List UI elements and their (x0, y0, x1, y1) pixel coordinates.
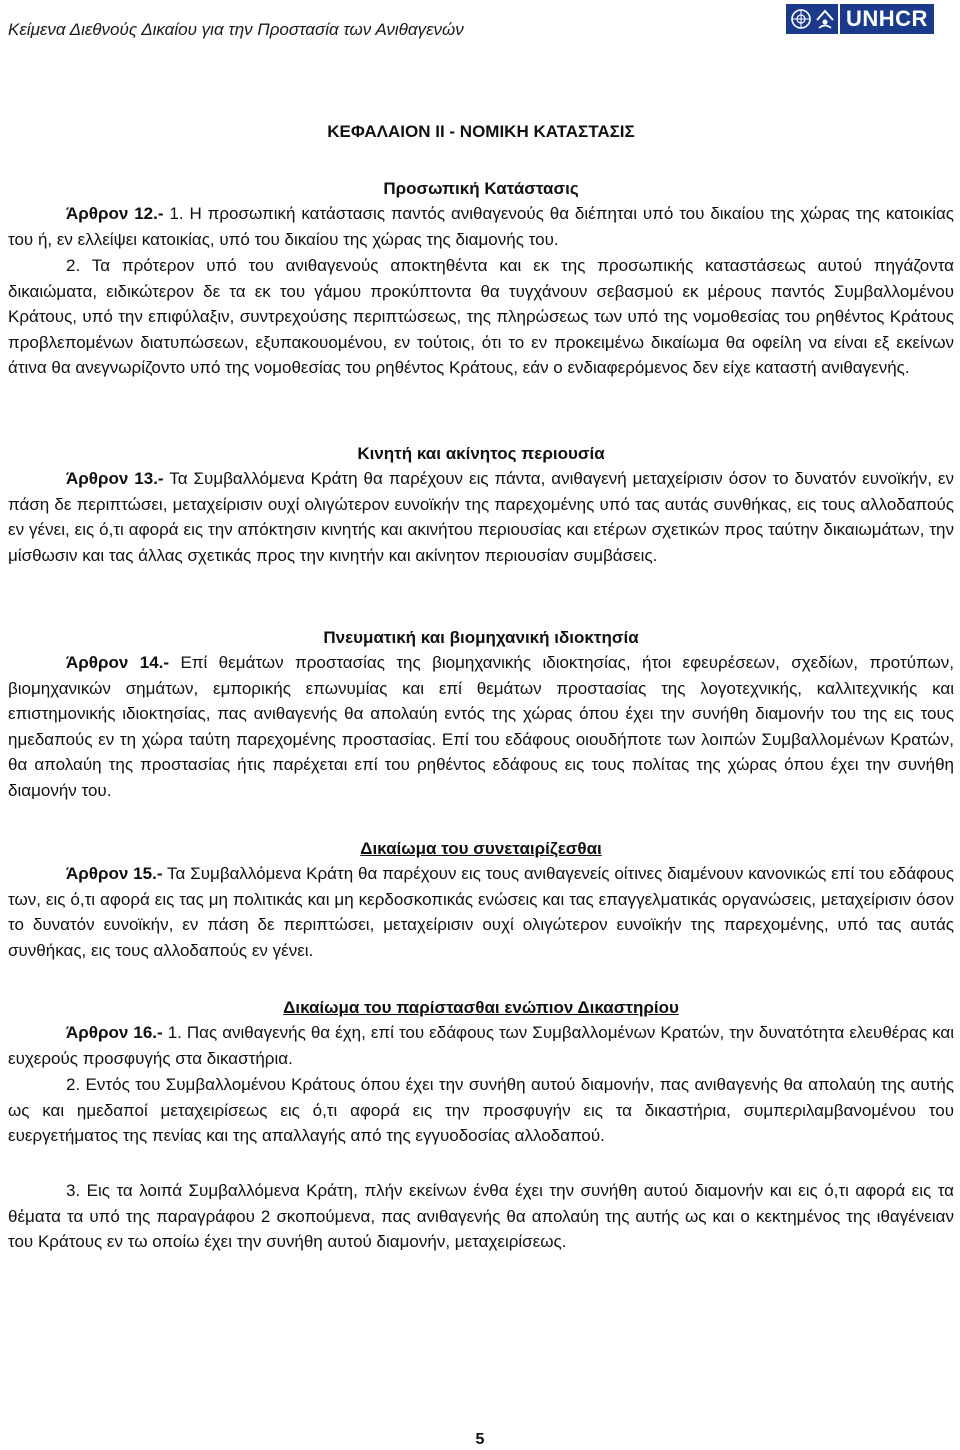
article-12-paragraph-2: 2. Τα πρότερον υπό του ανιθαγενούς αποκτηθέντα και εκ της προσωπικής καταστάσεως αυτού πηγάζοντα δικαιώματα, ειδικώτερον δε τα εκ του γάμου προκύπτοντα θα τυγχάνουν σεβασμού εκ μέρους παντός Συμβαλλομένου Κράτους, υπό την επιφύλαξιν, συντρεχούσης περιπτώσεως, της πληρώσεως των υπό της νομοθεσίας του ρηθέντος Κράτους προβλεπομένων διατυπώσεων, εξυπακουομένου, εν τούτοις, ότι το εν προκειμένω δικαίωμα θα οφείλη να είναι εξ εκείνων άτινα θα ανεγνωρίζοντο υπό της νομοθεσίας του ρηθέντος Κράτους, εάν ο ενδιαφερόμενος δεν είχε καταστή ανιθαγενής. (8, 256, 954, 377)
paragraph-text: Επί θεμάτων προστασίας της βιομηχανικής ιδιοκτησίας, ήτοι εφευρέσεων, σχεδίων, προτύπων, βιομηχανικών σημάτων, εμπορικής επωνυμίας και επί θεμάτων προστασίας της λογοτεχνικής, καλλιτεχνικής και επιστημονικής ιδιοκτησίας, πας ανιθαγενής θα απολαύη εντός της χώρας όπου έχει την συνήθη διαμονήν του της εις τους ημεδαπούς εν τη χώρα ταύτη παρεχομένης προστασίας. Επί του εδάφους οιουδήποτε των λοιπών Συμβαλλομένων Κρατών, θα απολαύη της προστασίας ήτις παρέχεται επί του ρηθέντος εδάφους εις τους πολίτας της χώρας όπου έχει την συνήθη διαμονήν του. (8, 653, 954, 800)
paragraph-text: Τα Συμβαλλόμενα Κράτη θα παρέχουν εις πάντα, ανιθαγενή μεταχείρισιν όσον το δυνατόν ευνοϊκήν, εν πάση δε περιπτώσει, μεταχείρισιν ουχί ολιγώτερον ευνοϊκήν της παρεχομένης υπό τας αυτάς συνθήκας, εις τους αλλοδαπούς εν γένει, εις ό,τι αφορά εις την απόκτησιν κινητής και ακινήτου περιουσίας και ετέρων σχετικών προς ταύτην δικαιωμάτων, την μίσθωσιν και τας άλλας σχετικάς προς την κινητήν και ακίνητον περιουσίαν συμβάσεις. (8, 469, 954, 565)
article-16-paragraph-3: 3. Εις τα λοιπά Συμβαλλόμενα Κράτη, πλήν εκείνων ένθα έχει την συνήθη αυτού διαμονήν και εις ό,τι αφορά εις τα θέματα τα υπό της παραγράφου 2 σκοπούμενα, πας ανιθαγενής θα απολαύη της αυτής ως και ο κεκτημένος της ιθαγένειαν του Κράτους εν τω οποίω έχει την συνήθη αυτού διαμονήν, μεταχειρίσεως. (8, 1181, 954, 1251)
unhcr-shelter-icon (815, 8, 835, 30)
article-14-paragraph (8, 650, 954, 803)
article-16-paragraph-1 (8, 1020, 954, 1071)
un-emblem-icon (786, 4, 838, 34)
article-label: Άρθρον 14.- (66, 653, 170, 672)
article-16-paragraph-2: 2. Εντός του Συμβαλλομένου Κράτους όπου έχει την συνήθη αυτού διαμονήν, πας ανιθαγενής θα απολαύη της αυτής ως και ημεδαποί μεταχειρίσεως εις ό,τι αφορά εις την προσφυγήν εις τα δικαστήρια, συμπεριλαμβανομένου του ευεργετήματος της πενίας και της απαλλαγής από της εγγυοδοσίας αλλοδαπού. (8, 1075, 954, 1145)
section-title: Κινητή και ακίνητος περιουσία (357, 444, 605, 463)
article-label: Άρθρον 12.- (66, 204, 164, 223)
article-label: Άρθρον 16.- (66, 1023, 163, 1042)
paragraph-text: 1. Η προσωπική κατάστασις παντός ανιθαγενούς θα διέπηται υπό του δικαίου της χώρας της κατοικίας του ή, εν ελλείψει κατοικίας, υπό του δικαίου της χώρας της διαμονής του. (8, 204, 954, 249)
chapter-title: ΚΕΦΑΛΑΙΟΝ II - ΝΟΜΙΚΗ ΚΑΤΑΣΤΑΣΙΣ (327, 122, 635, 141)
section-title: Δικαίωμα του παρίστασθαι ενώπιον Δικαστηρίου (283, 998, 679, 1017)
section-title: Προσωπική Κατάστασις (383, 179, 579, 198)
article-15-paragraph (8, 861, 954, 963)
header-title: Κείμενα Διεθνούς Δικαίου για την Προστασία των Ανιθαγενών (8, 20, 464, 39)
unhcr-logo (786, 4, 954, 34)
article-12-paragraph-1 (8, 201, 954, 252)
section-title: Πνευματική και βιομηχανική ιδιοκτησία (323, 628, 639, 647)
page-header (0, 0, 960, 48)
unhcr-wordmark: UNHCR (840, 4, 934, 34)
article-label: Άρθρον 15.- (66, 864, 163, 883)
article-label: Άρθρον 13.- (66, 469, 164, 488)
paragraph-text: 1. Πας ανιθαγενής θα έχη, επί του εδάφους των Συμβαλλομένων Κρατών, την δυνατότητα ελευθέρας και ευχερούς προσφυγής στα δικαστήρια. (8, 1023, 954, 1068)
page-number: 5 (475, 1431, 485, 1448)
paragraph-text: Τα Συμβαλλόμενα Κράτη θα παρέχουν εις τους ανιθαγενείς οίτινες διαμένουν κανονικώς επί του εδάφους των, εις ό,τι αφορά εις τας μη πολιτικάς και μη κερδοσκοπικάς ενώσεις και τας επαγγελματικάς οργανώσεις, μεταχείρισιν όσον το δυνατόν ευνοϊκήν, εν πάση δε περιπτώσει, μεταχείρισιν ουχί ολιγώτερον ευνοϊκήν της παρεχομένης, υπό τας αυτάς συνθήκας, εις τους αλλοδαπούς εν γένει. (8, 864, 954, 960)
article-13-paragraph (8, 466, 954, 568)
section-title: Δικαίωμα του συνεταιρίζεσθαι (360, 839, 602, 858)
